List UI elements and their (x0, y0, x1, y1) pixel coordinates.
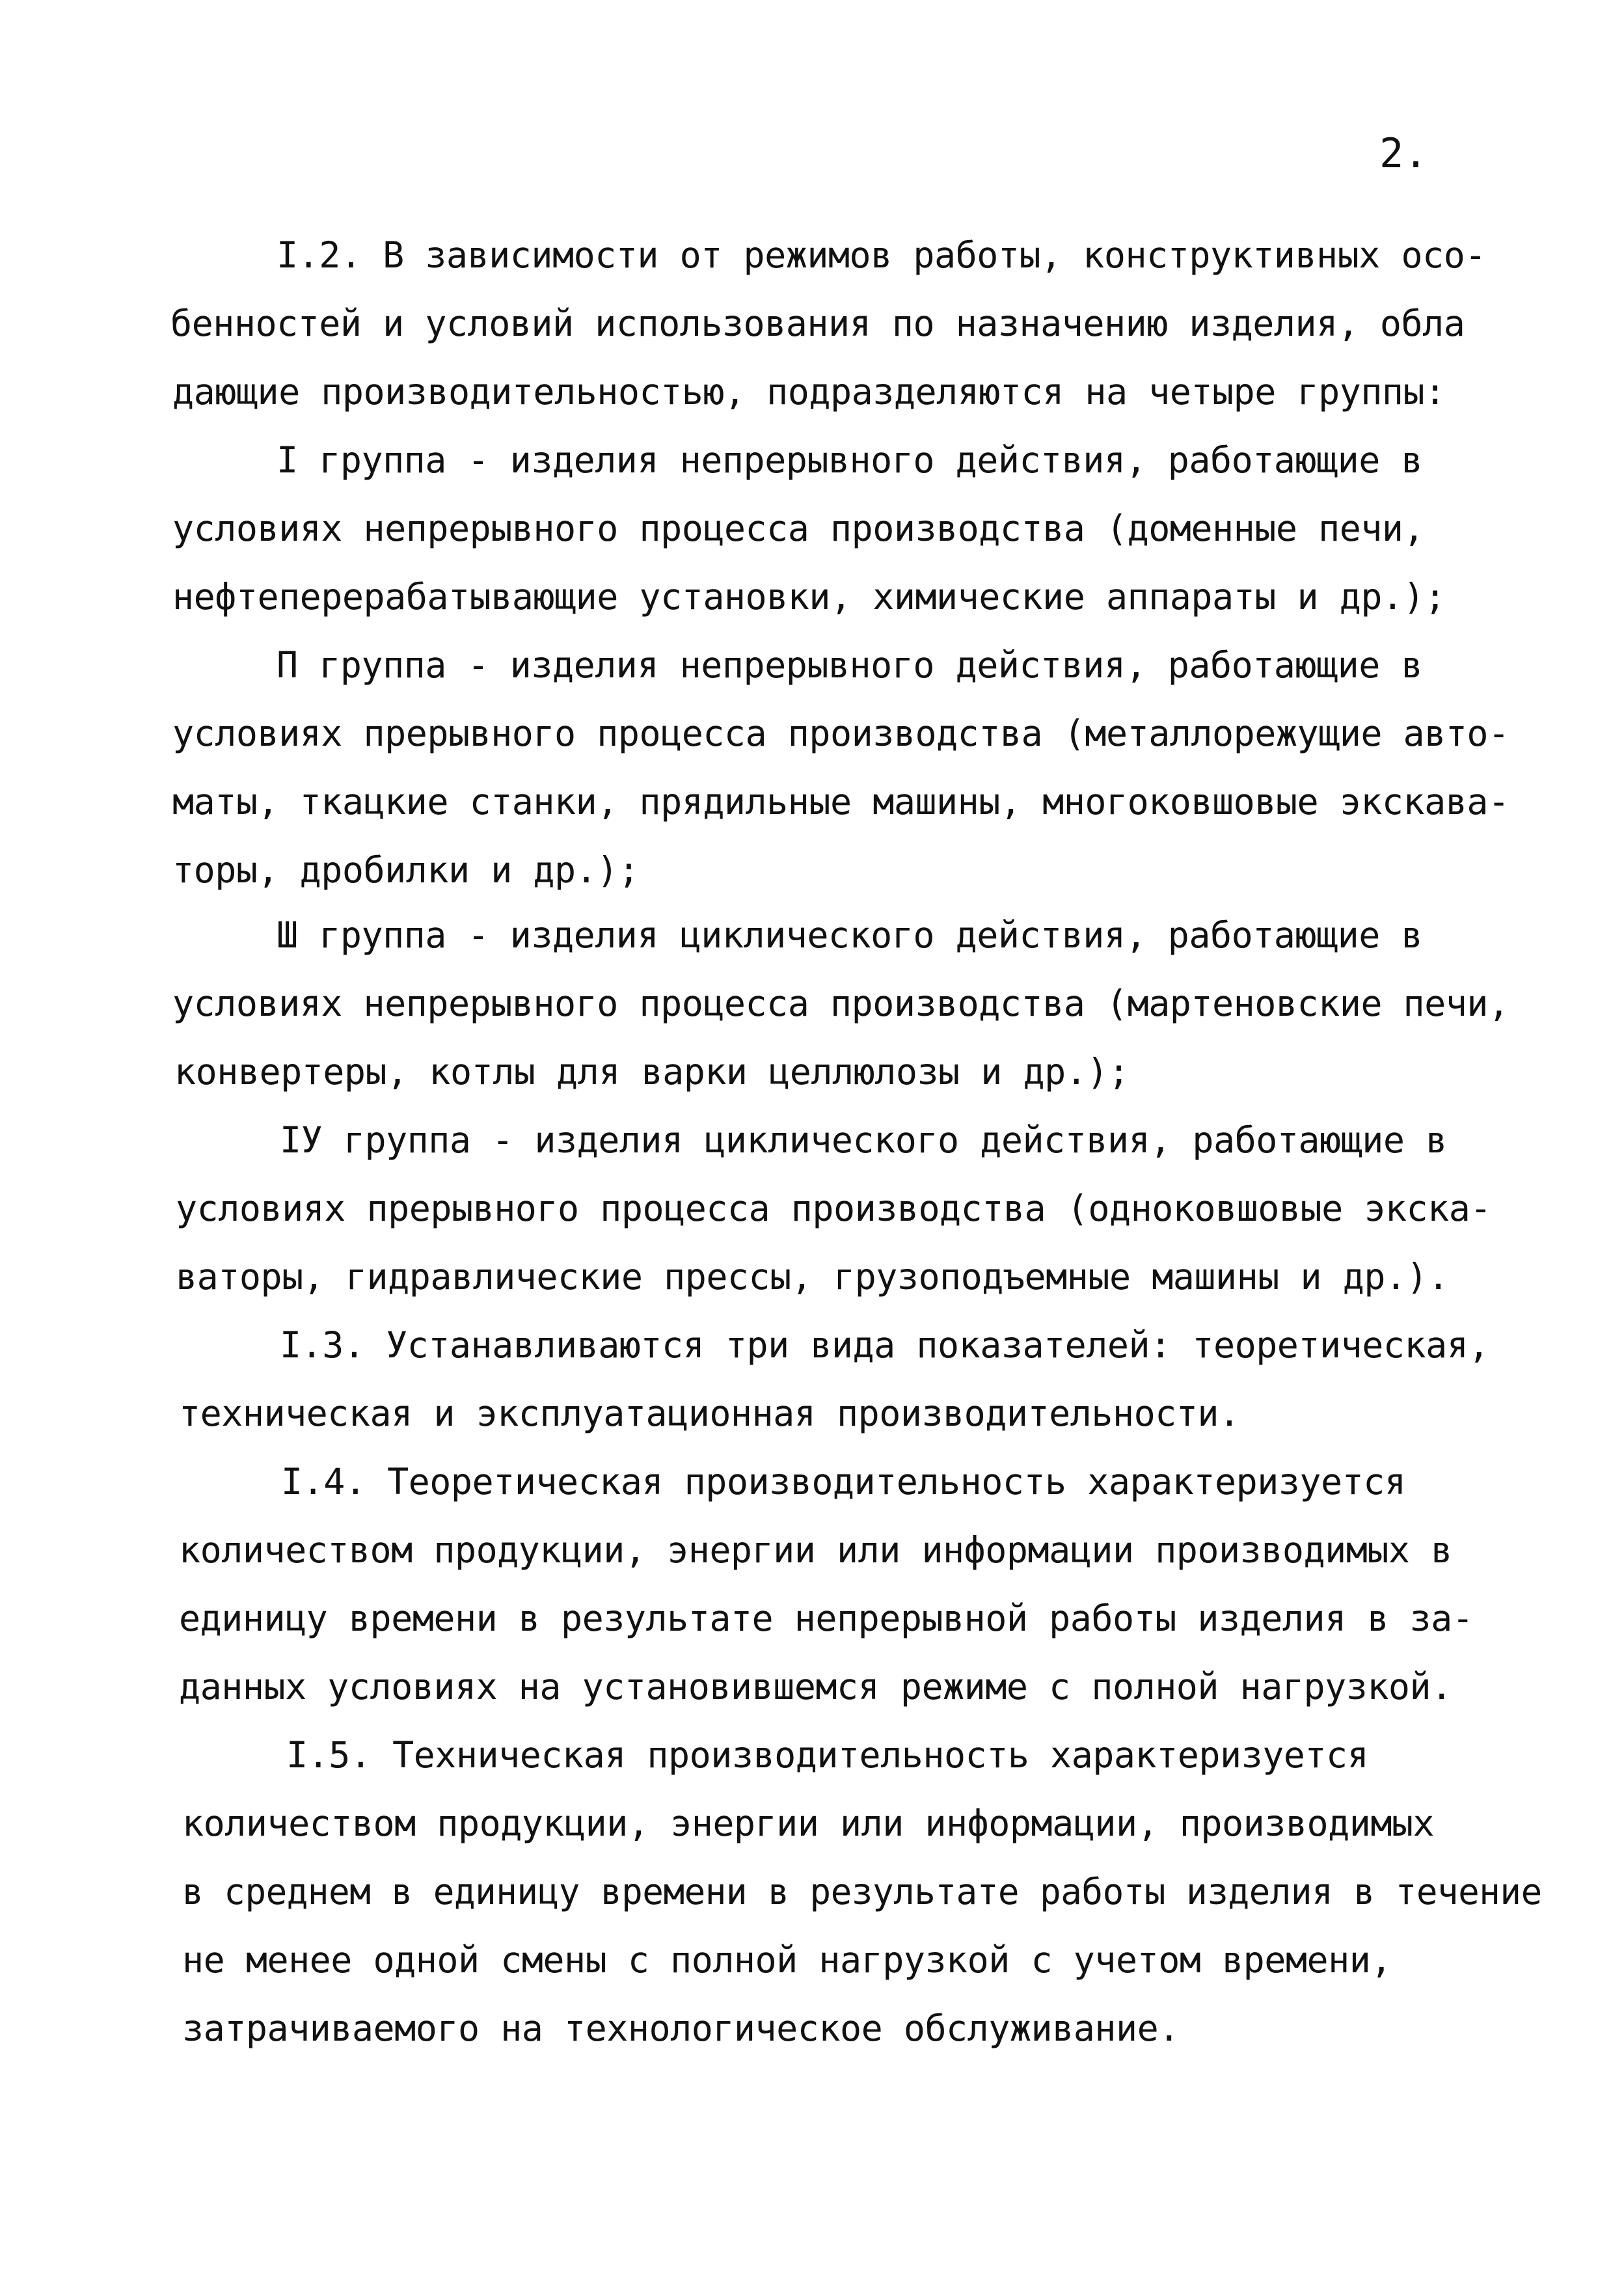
text-line: маты, ткацкие станки, прядильные машины, многоковшовые экскава- (172, 781, 1509, 823)
text-line: данных условиях на установившемся режиме с полной нагрузкой. (179, 1666, 1452, 1707)
text-line: П группа - изделия непрерывного действия, работающие в (277, 644, 1423, 686)
text-line: условиях непрерывного процесса производства (доменные печи, (172, 508, 1425, 549)
text-line: дающие производительностью, подразделяются на четыре группы: (172, 371, 1446, 413)
text-line: единицу времени в результате непрерывной работы изделия в за- (179, 1597, 1474, 1639)
text-line: I.5. Техническая производительность характеризуется (286, 1734, 1369, 1776)
text-line: торы, дробилки и др.); (172, 849, 640, 891)
text-line: нефтеперерабатывающие установки, химические аппараты и др.); (172, 576, 1446, 618)
text-line: затрачиваемого на технологическое обслуживание. (182, 2007, 1180, 2049)
text-line: I группа - изделия непрерывного действия, работающие в (277, 439, 1423, 481)
text-line: условиях прерывного процесса производства (одноковшовые экска- (176, 1188, 1491, 1229)
page-number: 2. (1379, 129, 1428, 177)
text-line: техническая и эксплуатационная производительности. (179, 1393, 1240, 1434)
text-line: не менее одной смены с полной нагрузкой с учетом времени, (182, 1939, 1392, 1981)
text-line: Ш группа - изделия циклического действия, работающие в (277, 914, 1423, 956)
text-line: IУ группа - изделия циклического действия, работающие в (280, 1119, 1447, 1161)
text-line: количеством продукции, энергии или информации, производимых (182, 1802, 1435, 1844)
text-line: I.3. Устанавливаются три вида показателей: теоретическая, (280, 1324, 1489, 1366)
text-line: I.2. В зависимости от режимов работы, конструктивных осо- (277, 234, 1486, 276)
text-line: условиях непрерывного процесса производства (мартеновские печи, (172, 983, 1509, 1024)
text-line: I.4. Теоретическая производительность характеризуется (281, 1461, 1406, 1502)
text-line: в среднем в единицу времени в результате работы изделия в течение (182, 1871, 1542, 1912)
text-line: конвертеры, котлы для варки целлюлозы и др.); (174, 1051, 1130, 1093)
text-line: условиях прерывного процесса производства (металлорежущие авто- (172, 713, 1509, 754)
text-line: ваторы, гидравлические прессы, грузоподъемные машины и др.). (176, 1256, 1449, 1298)
text-line: бенностей и условий использования по назначению изделия, обла (170, 303, 1465, 344)
text-line: количеством продукции, энергии или информации производимых в (179, 1529, 1452, 1571)
